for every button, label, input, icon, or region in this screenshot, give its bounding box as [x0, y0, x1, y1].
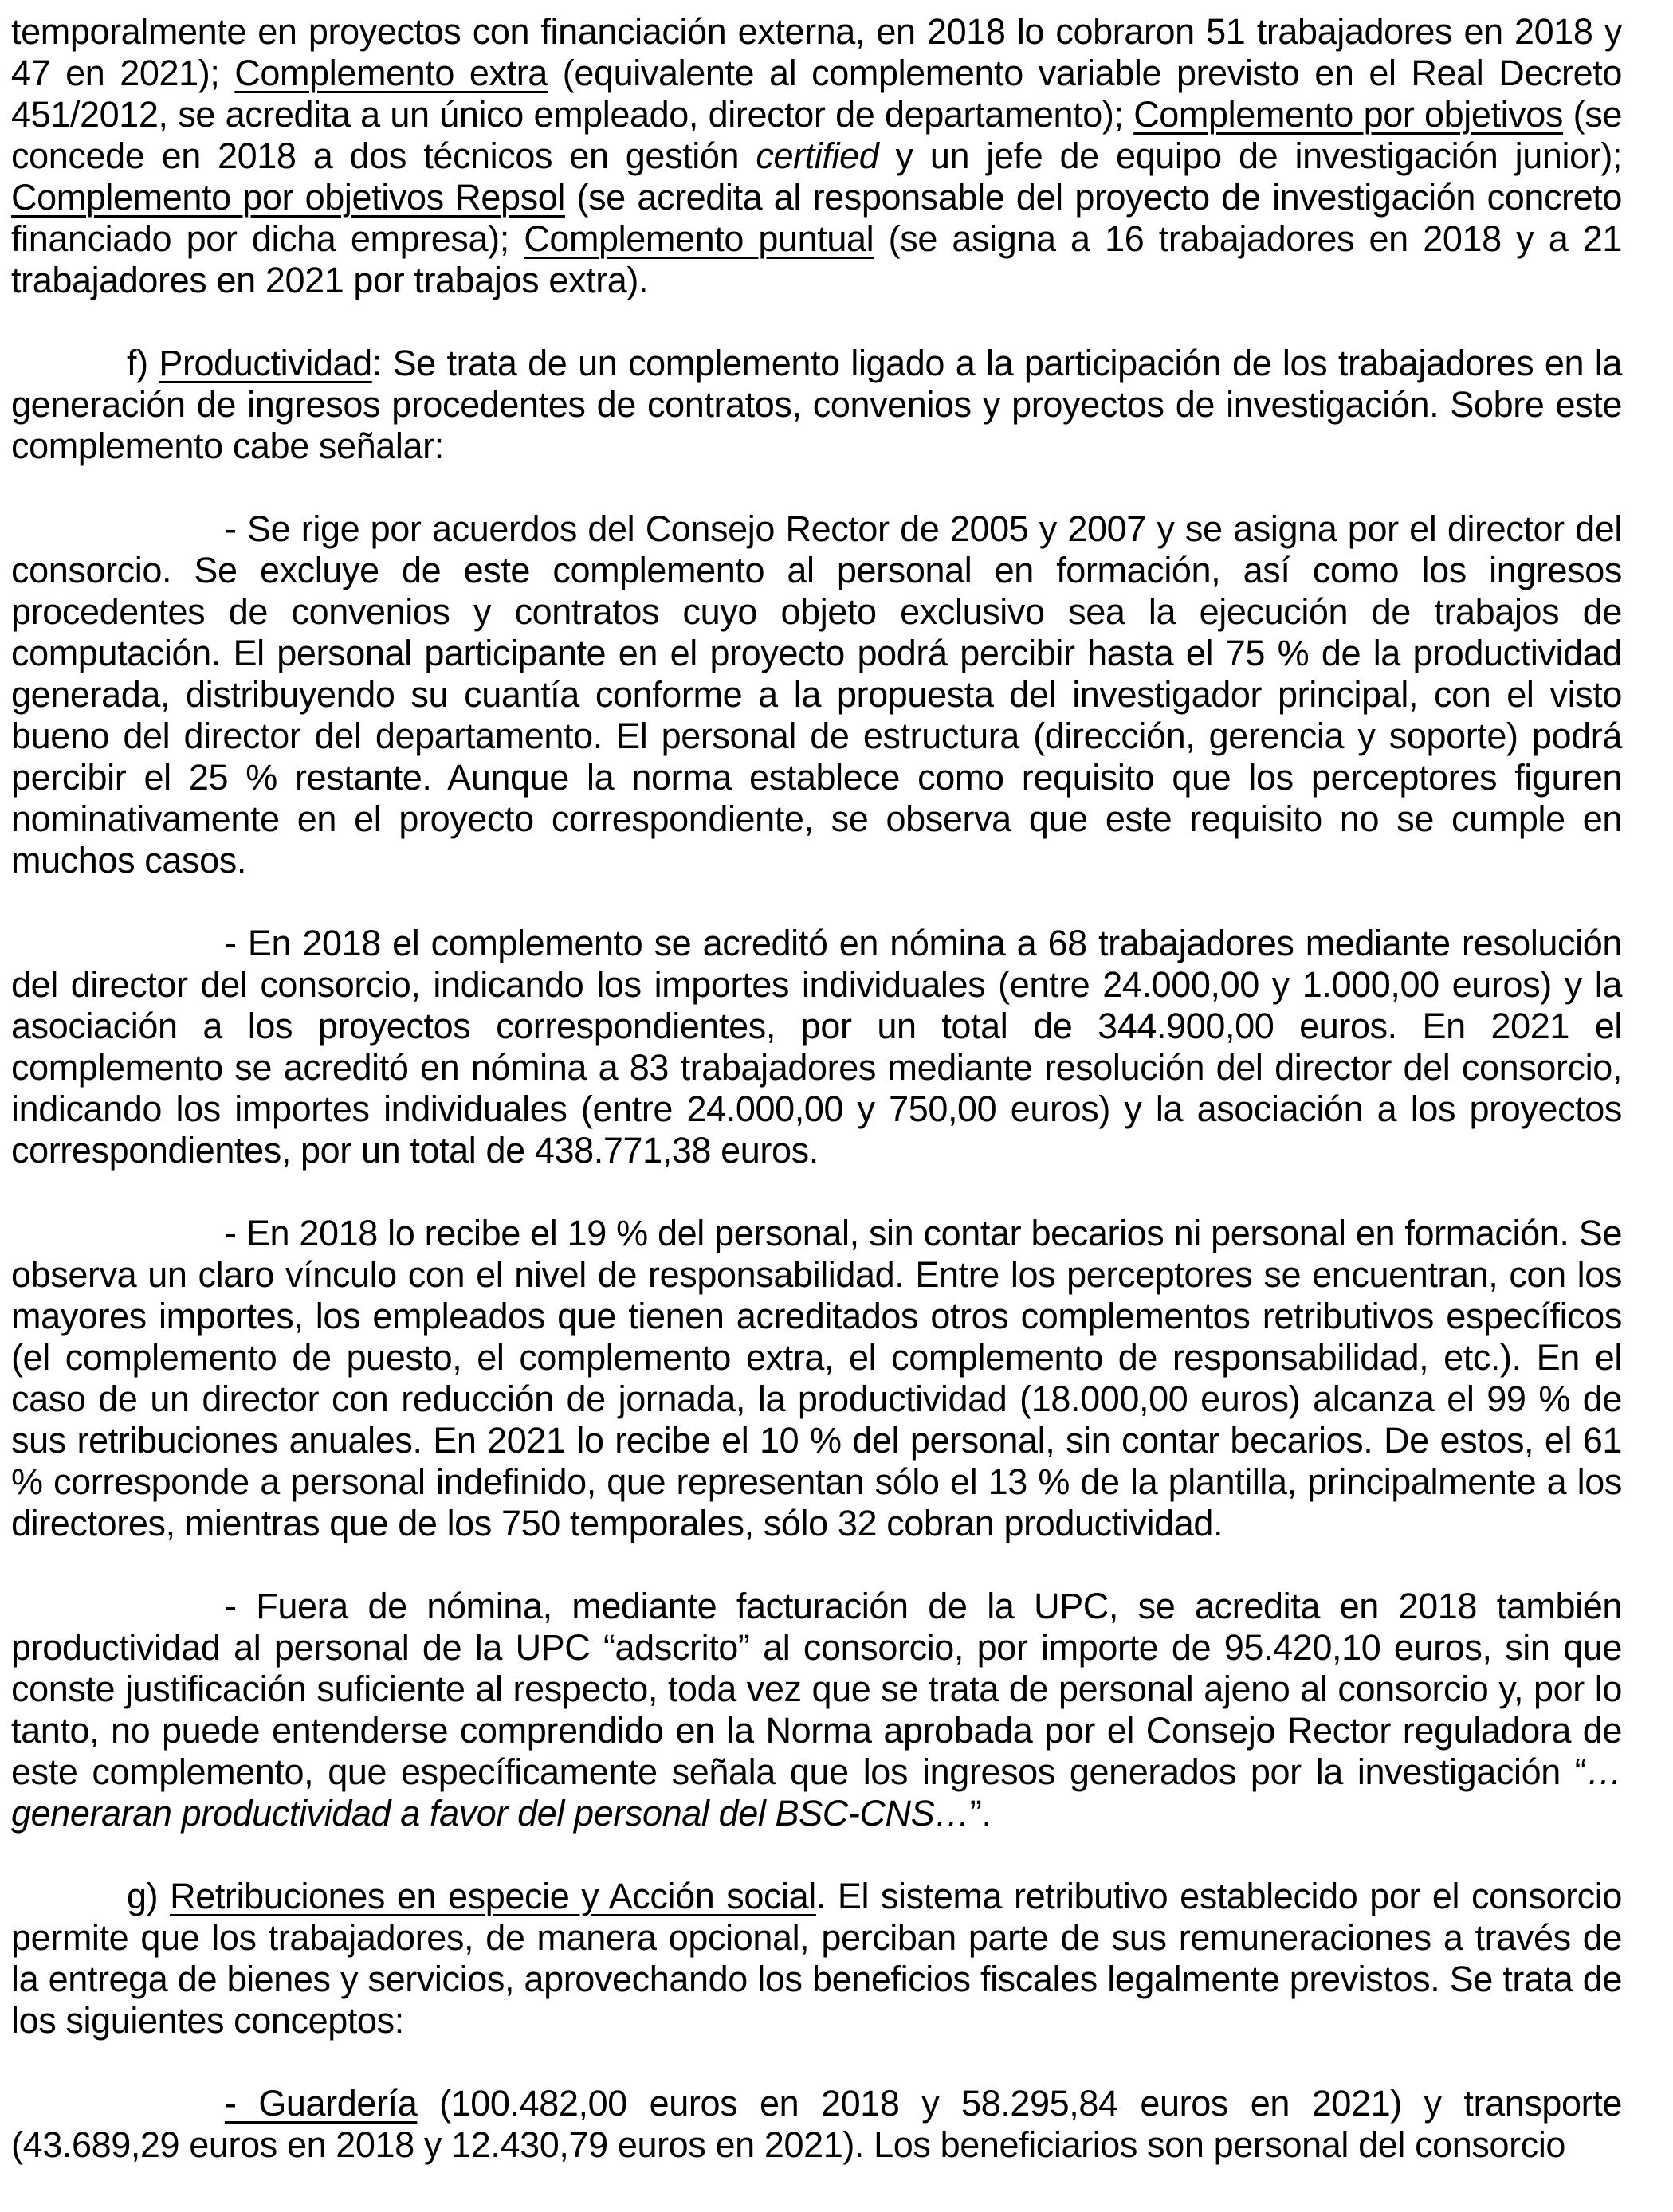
- document-paragraph: [11, 1876, 1622, 2041]
- underlined-text-run: Productividad: [159, 343, 372, 383]
- text-run: (se asigna a 16 trabajadores en 2018 y a 21 trabajadores en 2021 por trabajos extra).: [11, 218, 1623, 300]
- document-paragraph: [11, 1213, 1622, 1544]
- document-paragraph: [11, 2083, 1622, 2166]
- text-run: - En 2018 lo recibe el 19 % del personal, sin contar becarios ni personal en formación. Se observa un claro vínculo con el nivel de responsabilidad. Entre los perceptores se encuentran, con los mayores importes, los empleados que tienen acreditados otros complementos retributivos específicos (el complemento de puesto, el complemento extra, el complemento de responsabilidad, etc.). En el caso de un director con reducción de jornada, la productividad (18.000,00 euros) alcanza el 99 % de sus retribuciones anuales. En 2021 lo recibe el 10 % del personal, sin contar becarios. De estos, el 61 % corresponde a personal indefinido, que representan sólo el 13 % de la plantilla, principalmente a los directores, mientras que de los 750 temporales, sólo 32 cobran productividad.: [11, 1213, 1622, 1543]
- underlined-text-run: - Guardería: [225, 2083, 418, 2124]
- text-run: - Fuera de nómina, mediante facturación de la UPC, se acredita en 2018 también productividad al personal de la UPC “adscrito” al consorcio, por importe de 95.420,10 euros, sin que conste justificación suficiente al respecto, toda vez que se trata de personal ajeno al consorcio y, por lo tanto, no puede entenderse comprendido en la Norma aprobada por el Consejo Rector reguladora de este complemento, que específicamente señala que los ingresos generados por la investigación “: [11, 1586, 1622, 1792]
- document-paragraph: [11, 508, 1622, 881]
- document-paragraph: [11, 1586, 1622, 1834]
- text-run: g): [127, 1876, 171, 1916]
- underlined-text-run: Complemento por objetivos: [1133, 94, 1564, 135]
- document-paragraph: [11, 11, 1622, 301]
- text-run: ”.: [969, 1793, 992, 1834]
- underlined-text-run: Retribuciones en especie y Acción social: [170, 1876, 816, 1916]
- text-run: - Se rige por acuerdos del Consejo Rector de 2005 y 2007 y se asigna por el director del consorcio. Se excluye de este complemento al personal en formación, así como los ingresos procedentes de convenios y contratos cuyo objeto exclusivo sea la ejecución de trabajos de computación. El personal participante en el proyecto podrá percibir hasta el 75 % de la productividad generada, distribuyendo su cuantía conforme a la propuesta del investigador principal, con el visto bueno del director del departamento. El personal de estructura (dirección, gerencia y soporte) podrá percibir el 25 % restante. Aunque la norma establece como requisito que los perceptores figuren nominativamente en el proyecto correspondiente, se observa que este requisito no se cumple en muchos casos.: [11, 508, 1622, 880]
- document-paragraph: [11, 923, 1622, 1171]
- text-run: (se acredita al responsable del proyecto de investigación concreto financiado por dicha empresa);: [11, 177, 1622, 259]
- italic-text-run: …generaran productividad a favor del personal del BSC-CNS…: [11, 1751, 1622, 1834]
- document-paragraph: [11, 343, 1622, 467]
- document-body: [11, 11, 1622, 2166]
- text-run: - En 2018 el complemento se acreditó en nómina a 68 trabajadores mediante resolución del director del consorcio, indicando los importes individuales (entre 24.000,00 y 1.000,00 euros) y la asociación a los proyectos correspondientes, por un total de 344.900,00 euros. En 2021 el complemento se acreditó en nómina a 83 trabajadores mediante resolución del director del consorcio, indicando los importes individuales (entre 24.000,00 y 750,00 euros) y la asociación a los proyectos correspondientes, por un total de 438.771,38 euros.: [11, 923, 1622, 1171]
- text-run: (equivalente al complemento variable previsto en el Real Decreto 451/2012, se acredita a un único empleado, director de departamento);: [11, 53, 1622, 135]
- text-run: . El sistema retributivo establecido por el consorcio permite que los trabajadores, de manera opcional, perciban parte de sus remuneraciones a través de la entrega de bienes y servicios, aprovechando los beneficios fiscales legalmente previstos. Se trata de los siguientes conceptos:: [11, 1876, 1622, 2041]
- text-run: (100.482,00 euros en 2018 y 58.295,84 euros en 2021) y transporte (43.689,29 euros en 2018 y 12.430,79 euros en 2021). Los beneficiarios son personal del consorcio: [11, 2083, 1622, 2165]
- text-run: f): [127, 343, 159, 383]
- underlined-text-run: Complemento por objetivos Repsol: [11, 177, 565, 218]
- text-run: temporalmente en proyectos con financiación externa, en 2018 lo cobraron 51 trabajadores en 2018 y 47 en 2021);: [11, 11, 1622, 93]
- text-run: y un jefe de equipo de investigación junior);: [878, 135, 1623, 176]
- italic-text-run: certified: [756, 135, 879, 176]
- underlined-text-run: Complemento extra: [234, 53, 548, 93]
- text-run: : Se trata de un complemento ligado a la participación de los trabajadores en la generación de ingresos procedentes de contratos, convenios y proyectos de investigación. Sobre este complemento cabe señalar:: [11, 343, 1622, 466]
- underlined-text-run: Complemento puntual: [524, 218, 874, 259]
- text-run: (se concede en 2018 a dos técnicos en gestión: [11, 94, 1622, 176]
